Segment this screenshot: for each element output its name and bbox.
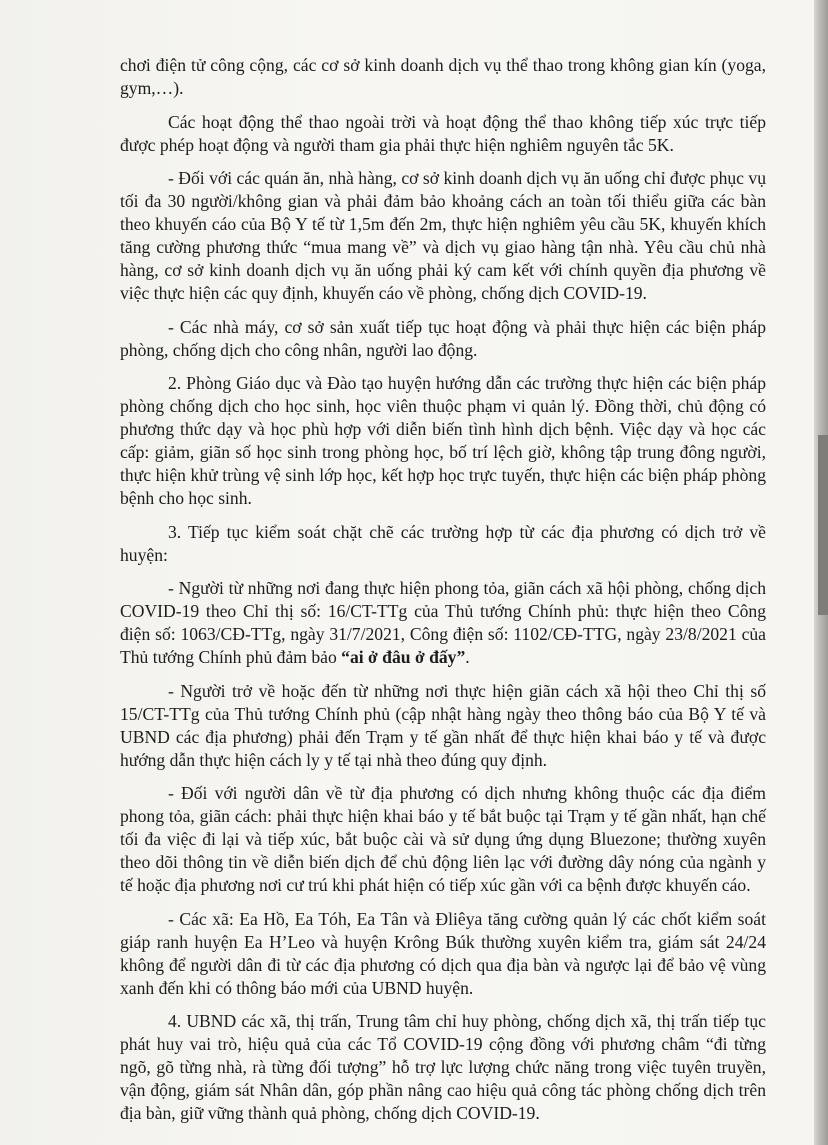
paragraph-lockdown-text: - Người từ những nơi đang thực hiện phong tỏa, giãn cách xã hội phòng, chống dịch COVID-19 theo Chỉ thị số: 16/CT-TTg của Thủ tướng Chính phủ: thực hiện theo Công điện số: 1063/CĐ-TTg, ngày 31/7/2021, Công điện số: 1102/CĐ-TTG, ngày 23/8/2021 của Thủ tướng Chính phủ đảm bảo bbox=[120, 578, 766, 667]
paragraph-control-returnees: 3. Tiếp tục kiểm soát chặt chẽ các trường hợp từ các địa phương có dịch trở về huyện: bbox=[120, 521, 766, 565]
paragraph-community-teams: 4. UBND các xã, thị trấn, Trung tâm chỉ huy phòng, chống dịch xã, thị trấn tiếp tục phát huy vai trò, hiệu quả của các Tổ COVID-19 cộng đồng với phương châm “đi từng ngõ, gõ từng nhà, rà từng đối tượng” hỗ trợ lực lượng chức năng trong việc tuyên truyền, vận động, giám sát Nhân dân, góp phần nâng cao hiệu quả công tác phòng chống dịch trên địa bàn, giữ vững thành quả phòng, chống dịch COVID-19. bbox=[120, 1011, 766, 1123]
paragraph-lockdown-areas bbox=[120, 577, 766, 669]
paragraph-factories: - Các nhà máy, cơ sở sản xuất tiếp tục hoạt động và phải thực hiện các biện pháp phòng, chống dịch cho công nhân, người lao động. bbox=[120, 316, 766, 360]
paragraph-residents-return: - Đối với người dân về từ địa phương có dịch nhưng không thuộc các địa điểm phong tỏa, giãn cách: phải thực hiện khai báo y tế bắt buộc tại Trạm y tế gần nhất, hạn chế tối đa việc đi lại và tiếp xúc, bắt buộc cài và sử dụng ứng dụng Bluezone; thường xuyên theo dõi thông tin về diễn biến dịch để chủ động liên lạc với đường dây nóng của ngành y tế hoặc địa phương nơi cư trú khi phát hiện có tiếp xúc gần với ca bệnh được khuyến cáo. bbox=[120, 783, 766, 895]
page-edge-notch bbox=[818, 435, 828, 615]
paragraph-checkpoints: - Các xã: Ea Hồ, Ea Tóh, Ea Tân và Đliêya tăng cường quản lý các chốt kiểm soát giáp ranh huyện Ea H’Leo và huyện Krông Búk thường xuyên kiểm tra, giám sát 24/24 không để người dân đi từ các địa phương có dịch qua địa bàn và ngược lại để bảo vệ vùng xanh đến khi có thông báo mới của UBND huyện. bbox=[120, 908, 766, 998]
paragraph-continuation: chơi điện tử công cộng, các cơ sở kinh doanh dịch vụ thể thao trong không gian kín (yoga, gym,…). bbox=[120, 55, 766, 98]
paragraph-education: 2. Phòng Giáo dục và Đào tạo huyện hướng dẫn các trường thực hiện các biện pháp phòng chống dịch cho học sinh, học viên thuộc phạm vi quản lý. Đồng thời, chủ động có phương thức dạy và học phù hợp với diễn biến tình hình dịch bệnh. Việc dạy và học các cấp: giảm, giãn số học sinh trong phòng học, bố trí lệch giờ, không tập trung đông người, thực hiện khử trùng vệ sinh lớp học, kết hợp học trực tuyến, thực hiện các biện pháp phòng bệnh cho học sinh. bbox=[120, 373, 766, 508]
paragraph-restaurants: - Đối với các quán ăn, nhà hàng, cơ sở kinh doanh dịch vụ ăn uống chỉ được phục vụ tối đa 30 người/không gian và phải đảm bảo khoảng cách an toàn tối thiểu giữa các bàn theo khuyến cáo của Bộ Y tế từ 1,5m đến 2m, thực hiện nghiêm yêu cầu 5K, khuyến khích tăng cường phương thức “mua mang về” và dịch vụ giao hàng tận nhà. Yêu cầu chủ nhà hàng, cơ sở kinh doanh dịch vụ ăn uống phải ký cam kết với chính quyền địa phương về việc thực hiện các quy định, khuyến cáo về phòng, chống dịch COVID-19. bbox=[120, 168, 766, 303]
paragraph-lockdown-end: . bbox=[465, 647, 470, 667]
stay-put-slogan: “ai ở đâu ở đấy” bbox=[341, 647, 466, 667]
document-body bbox=[120, 54, 766, 1136]
paragraph-outdoor-sports: Các hoạt động thể thao ngoài trời và hoạt động thể thao không tiếp xúc trực tiếp được phép hoạt động và người tham gia phải thực hiện nghiêm nguyên tắc 5K. bbox=[120, 111, 766, 155]
paragraph-social-distancing: - Người trở về hoặc đến từ những nơi thực hiện giãn cách xã hội theo Chỉ thị số 15/CT-TTg của Thủ tướng Chính phủ (cập nhật hàng ngày theo thông báo của Bộ Y tế và UBND các địa phương) phải đến Trạm y tế gần nhất để thực hiện khai báo y tế và được hướng dẫn thực hiện cách ly y tế tại nhà theo đúng quy định. bbox=[120, 680, 766, 770]
